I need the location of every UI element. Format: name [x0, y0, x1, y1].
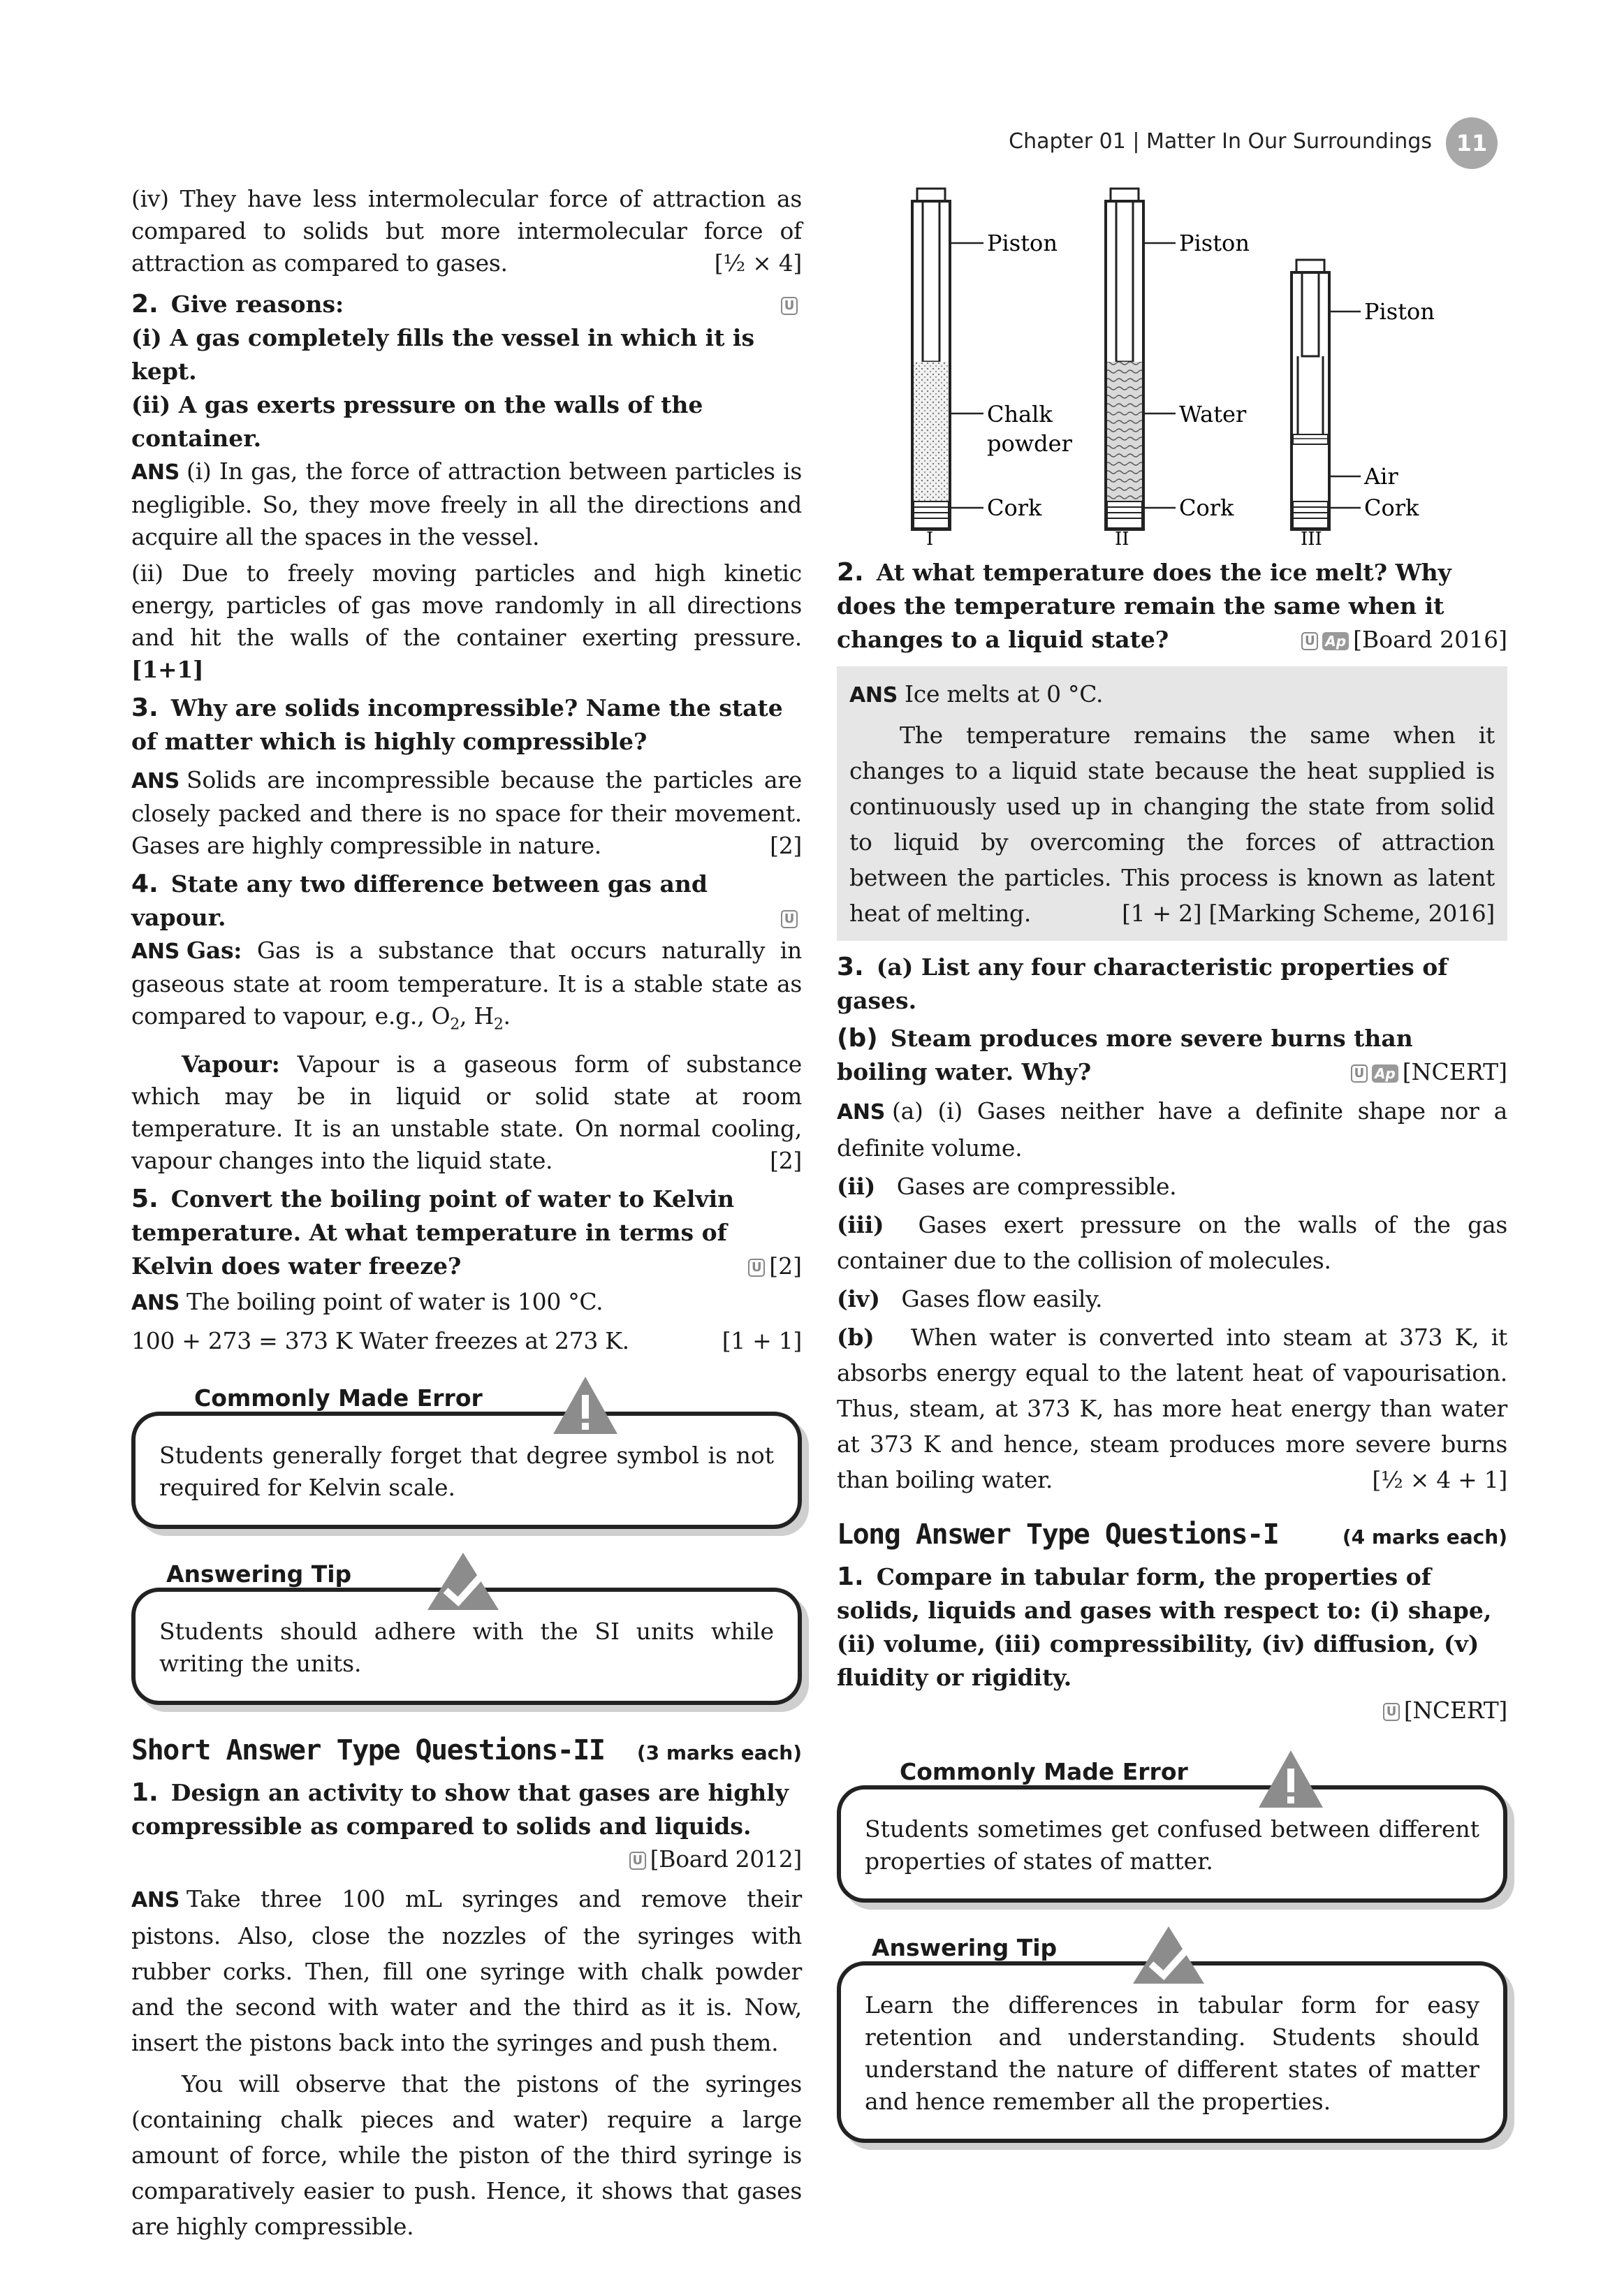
label-water: Water: [1179, 401, 1247, 427]
question-4: 4. State any two difference between gas and vapour. U: [131, 868, 802, 935]
answer-3-ii: (ii) Gases are compressible.: [837, 1173, 1177, 1200]
answer-2-shaded: [837, 666, 1507, 941]
short-answer-1-b: You will observe that the pistons of the syringes (containing chalk pieces and water) require a large amount of force, while the piston of the third syringe is comparatively easier to push. Hence, it shows that gases are highly compressible.: [131, 2070, 802, 2240]
understand-icon: U: [1301, 632, 1318, 650]
understand-icon: U: [748, 1259, 765, 1277]
box-text: Students should adhere with the SI units while writing the units.: [131, 1588, 802, 1705]
commonly-made-error-box: [131, 1381, 802, 1529]
question-2-i: (i) A gas completely fills the vessel in which it is kept.: [131, 324, 755, 385]
section-heading-short-answer-ii: Short Answer Type Questions-II (3 marks each): [131, 1734, 802, 1766]
question-2: 2. Give reasons: U: [131, 288, 802, 321]
label-piston: Piston: [1364, 298, 1435, 325]
answering-tip-box: [131, 1557, 802, 1705]
question-2-ii: (ii) A gas exerts pressure on the walls of the container.: [131, 391, 703, 452]
answer-5-line1: ANS The boiling point of water is 100 °C.: [131, 1287, 603, 1315]
label-piston: Piston: [987, 230, 1058, 256]
right-column: [837, 183, 1507, 2155]
answer-5-line2: 100 + 273 = 373 K Water freezes at 273 K. [1 + 1]: [131, 1326, 802, 1354]
label-chalk: Chalk: [987, 401, 1053, 427]
label-air: Air: [1364, 463, 1398, 490]
label-powder: powder: [987, 430, 1072, 457]
answer-3: ANS Solids are incompressible because the particles are closely packed and there is no space for their movement. Gases are highly compressible in nature. [2]: [131, 766, 802, 859]
question-3-a: 3. (a) List any four characteristic properties of gases.: [837, 953, 1448, 1014]
syringe-air: [1292, 260, 1435, 546]
box-title: Commonly Made Error: [900, 1758, 1188, 1785]
page-number: 11: [1446, 117, 1498, 169]
syringe-chalk: [912, 189, 1073, 546]
label-cork: Cork: [987, 495, 1042, 521]
answer-2-i: ANS (i) In gas, the force of attraction between particles is negligible. So, they move freely in all the directions and acquire all the spaces in the vessel.: [131, 457, 802, 550]
answer-4-gas: ANS Gas: Gas is a substance that occurs naturally in gaseous state at room temperature. It is a stable state as compared to vapour, e.g., $O_2$, $H_2$.: [131, 937, 802, 1034]
chapter-title: Chapter 01 | Matter In Our Surroundings: [1009, 129, 1432, 154]
answer-3-b: (b) When water is converted into steam at 373 K, it absorbs energy equal to the latent heat of vapourisation. Thus, steam, at 373 K, has more heat energy than water at 373 K and hence, steam produces more severe burns than boiling water. [½ × 4 + 1]: [837, 1324, 1507, 1493]
warning-icon: [1256, 1748, 1326, 1810]
syringe-water: [1106, 189, 1250, 546]
commonly-made-error-box: [837, 1755, 1507, 1903]
question-2-right: 2. At what temperature does the ice melt? Why does the temperature remain the same when it changes to a liquid state? U Ap [Board 2016]: [837, 558, 1507, 653]
answer-2-line1: ANS Ice melts at 0 °C.: [849, 680, 1104, 708]
answer-3-i: ANS (a) (i) Gases neither have a definite shape nor a definite volume.: [837, 1097, 1507, 1162]
checkmark-triangle-icon: [425, 1550, 502, 1613]
short-answer-1-a: ANS Take three 100 mL syringes and remove their pistons. Also, close the nozzles of the syringes with rubber corks. Then, fill one syringe with chalk powder and the second with water and the third as it is. Now, insert the pistons back into the syringes and push them.: [131, 1884, 802, 2056]
label-cork: Cork: [1364, 495, 1419, 521]
answer-iv: (iv) They have less intermolecular force of attraction as compared to solids but more intermolecular force of attraction as compared to gases. [½ × 4]: [131, 185, 802, 277]
answer-2-ii: (ii) Due to freely moving particles and high kinetic energy, particles of gas move randomly in all directions and hit the walls of the container exerting pressure. [1+1]: [131, 559, 802, 683]
apply-icon: Ap: [1372, 1064, 1398, 1083]
label-roman-2: II: [1115, 529, 1129, 546]
long-question-1-ref: U [NCERT]: [837, 1694, 1507, 1727]
question-3: 3. Why are solids incompressible? Name the state of matter which is highly compressible?: [131, 694, 783, 755]
box-title: Commonly Made Error: [194, 1384, 483, 1412]
label-cork: Cork: [1179, 495, 1234, 521]
checkmark-triangle-icon: [1130, 1924, 1207, 1986]
label-roman-3: III: [1301, 529, 1322, 546]
box-text: Students sometimes get confused between different properties of states of matter.: [837, 1785, 1507, 1903]
understand-icon: U: [1383, 1703, 1400, 1721]
label-roman-1: I: [926, 529, 934, 546]
understand-icon: U: [781, 297, 798, 315]
understand-icon: U: [1351, 1064, 1368, 1083]
box-text: Students generally forget that degree symbol is not required for Kelvin scale.: [131, 1412, 802, 1529]
long-question-1: 1. Compare in tabular form, the properties of solids, liquids and gases with respect to: (i) shape, (ii) volume, (iii) compressibility, (iv) diffusion, (v) fluidity or rigidity.: [837, 1562, 1492, 1691]
question-3-b: (b) Steam produces more severe burns than boiling water. Why? U Ap [NCERT]: [837, 1024, 1507, 1085]
box-text: Learn the differences in tabular form for easy retention and understanding. Students should understand the nature of different states of matter and hence remember all the properties.: [837, 1961, 1507, 2143]
short-question-1: 1. Design an activity to show that gases are highly compressible as compared to solids and liquids.: [131, 1778, 789, 1840]
answer-2-line2: The temperature remains the same when it changes to a liquid state because the heat supplied is continuously used up in changing the state from solid to liquid by overcoming the forces of attraction between the particles. This process is known as latent heat of melting. [1 + 2] [Marking Scheme, 2016]: [849, 722, 1495, 927]
box-title: Answering Tip: [872, 1934, 1058, 1961]
understand-icon: U: [629, 1852, 646, 1870]
answer-3-iii: (iii) Gases exert pressure on the walls of the gas container due to the collision of molecules.: [837, 1211, 1507, 1274]
syringe-figure: [837, 183, 1507, 546]
label-piston: Piston: [1179, 230, 1250, 256]
left-column: [131, 183, 802, 2244]
short-question-1-ref: U [Board 2012]: [131, 1843, 802, 1875]
section-heading-long-answer-i: Long Answer Type Questions-I (4 marks each): [837, 1518, 1507, 1551]
answering-tip-box: [837, 1931, 1507, 2143]
apply-icon: Ap: [1322, 632, 1349, 650]
understand-icon: U: [781, 910, 798, 928]
answer-4-vapour: Vapour: Vapour is a gaseous form of substance which may be in liquid or solid state at room temperature. It is an unstable state. On normal cooling, vapour changes into the liquid state. [2]: [131, 1050, 802, 1174]
box-title: Answering Tip: [166, 1560, 352, 1588]
answer-3-iv: (iv) Gases flow easily.: [837, 1285, 1103, 1312]
warning-icon: [550, 1374, 620, 1437]
question-5: 5. Convert the boiling point of water to Kelvin temperature. At what temperature in terms of Kelvin does water freeze? U [2]: [131, 1184, 802, 1280]
